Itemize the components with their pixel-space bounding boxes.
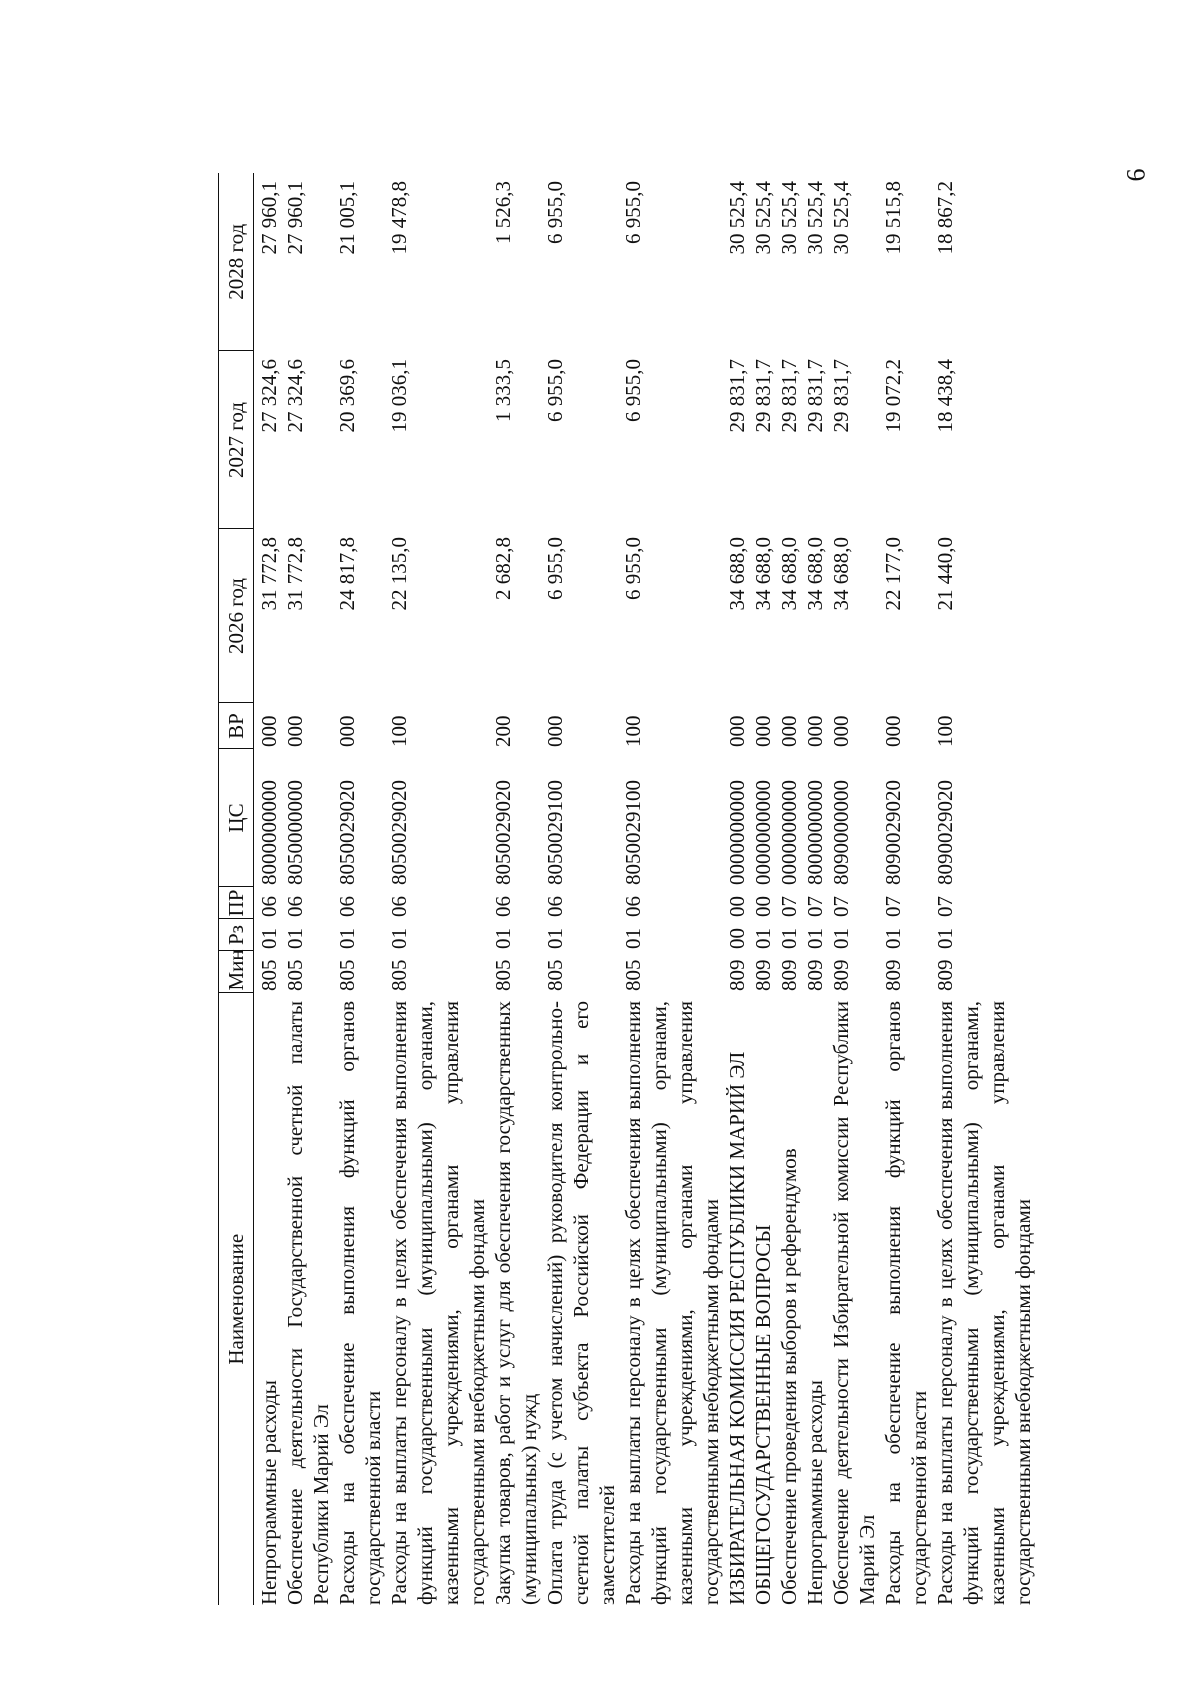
row-name: ИЗБИРАТЕЛЬНАЯ КОМИССИЯ РЕСПУБЛИКИ МАРИЙ ЭЛ — [725, 1051, 749, 1605]
table-row — [254, 173, 283, 1605]
row-2027: 6 955,0 — [543, 359, 567, 422]
row-vr: 000 — [751, 715, 775, 747]
row-name: Непрограммные расходы — [257, 1380, 281, 1605]
table-row — [724, 173, 750, 1605]
row-2028: 19 515,8 — [881, 181, 905, 255]
header-min: Мин — [219, 951, 254, 993]
table-row — [776, 173, 802, 1605]
row-2028: 30 525,4 — [829, 181, 853, 255]
row-2028: 27 960,1 — [283, 181, 307, 255]
row-rz: 01 — [777, 928, 801, 949]
table-row — [880, 173, 932, 1605]
rotated-table-container — [218, 173, 1035, 1605]
row-min: 805 — [491, 959, 515, 991]
row-vr: 000 — [283, 715, 307, 747]
row-pr: 06 — [387, 896, 411, 917]
row-pr: 06 — [491, 896, 515, 917]
row-rz: 00 — [725, 928, 749, 949]
header-rz: Рз — [219, 919, 254, 951]
row-pr: 06 — [257, 896, 281, 917]
row-min: 809 — [933, 959, 957, 991]
row-name: Обеспечение проведения выборов и референдумов — [777, 1148, 801, 1605]
budget-table — [218, 173, 1036, 1605]
table-row — [334, 173, 386, 1605]
row-2026: 24 817,8 — [335, 537, 359, 611]
row-name: Оплата труда (с учетом начислений) руководителя контрольно-счетной палаты субъекта Российской Федерации и его заместителей — [543, 1001, 619, 1605]
row-pr: 07 — [777, 896, 801, 917]
row-min: 805 — [621, 959, 645, 991]
row-2027: 27 324,6 — [283, 359, 307, 433]
row-vr: 000 — [543, 715, 567, 747]
row-pr: 06 — [335, 896, 359, 917]
row-cs: 8050029020 — [491, 780, 515, 885]
row-2028: 27 960,1 — [257, 181, 281, 255]
row-2027: 19 072,2 — [881, 359, 905, 433]
header-vr: ВР — [219, 703, 254, 749]
row-2027: 20 369,6 — [335, 359, 359, 433]
header-pr: ПР — [219, 887, 254, 919]
header-name: Наименование — [219, 993, 254, 1605]
row-vr: 000 — [257, 715, 281, 747]
row-rz: 01 — [283, 928, 307, 949]
table-row — [828, 173, 880, 1605]
row-cs: 8050029100 — [621, 780, 645, 885]
header-2028: 2028 год — [219, 173, 254, 351]
row-pr: 07 — [829, 896, 853, 917]
table-row — [932, 173, 1036, 1605]
row-2028: 30 525,4 — [725, 181, 749, 255]
row-cs: 8000000000 — [803, 780, 827, 885]
row-name: Расходы на выплаты персоналу в целях обеспечения выполнения функций государственными (муниципальными) органами, казенными учреждениями, органами управления государственными внебюджетными фондами — [387, 1001, 489, 1605]
row-rz: 01 — [881, 928, 905, 949]
row-name: ОБЩЕГОСУДАРСТВЕННЫЕ ВОПРОСЫ — [751, 1224, 775, 1605]
row-cs: 8050000000 — [283, 780, 307, 885]
row-vr: 000 — [803, 715, 827, 747]
row-cs: 0000000000 — [751, 780, 775, 885]
row-cs: 0000000000 — [777, 780, 801, 885]
row-pr: 06 — [283, 896, 307, 917]
row-name: Расходы на обеспечение выполнения функций органов государственной власти — [335, 1001, 385, 1605]
table-row — [620, 173, 724, 1605]
row-2026: 6 955,0 — [621, 537, 645, 600]
row-2026: 34 688,0 — [725, 537, 749, 611]
row-2027: 27 324,6 — [257, 359, 281, 433]
row-min: 809 — [777, 959, 801, 991]
row-2027: 6 955,0 — [621, 359, 645, 422]
row-rz: 01 — [335, 928, 359, 949]
row-vr: 000 — [881, 715, 905, 747]
row-cs: 8090029020 — [933, 780, 957, 885]
row-rz: 01 — [803, 928, 827, 949]
row-min: 809 — [803, 959, 827, 991]
row-min: 805 — [283, 959, 307, 991]
row-min: 809 — [751, 959, 775, 991]
row-2026: 6 955,0 — [543, 537, 567, 600]
row-rz: 01 — [829, 928, 853, 949]
row-vr: 100 — [933, 715, 957, 747]
row-2026: 34 688,0 — [777, 537, 801, 611]
row-vr: 200 — [491, 715, 515, 747]
row-name: Расходы на обеспечение выполнения функций органов государственной власти — [881, 1001, 931, 1605]
row-pr: 00 — [751, 896, 775, 917]
row-2026: 34 688,0 — [829, 537, 853, 611]
row-2026: 22 177,0 — [881, 537, 905, 611]
row-pr: 06 — [543, 896, 567, 917]
row-min: 809 — [829, 959, 853, 991]
row-rz: 01 — [543, 928, 567, 949]
row-vr: 100 — [387, 715, 411, 747]
row-2026: 34 688,0 — [803, 537, 827, 611]
row-2027: 29 831,7 — [751, 359, 775, 433]
row-2027: 19 036,1 — [387, 359, 411, 433]
row-2028: 6 955,0 — [543, 181, 567, 244]
row-rz: 01 — [387, 928, 411, 949]
row-2027: 1 333,5 — [491, 359, 515, 422]
row-vr: 000 — [777, 715, 801, 747]
table-header-row — [219, 173, 254, 1605]
row-vr: 000 — [335, 715, 359, 747]
table-row — [386, 173, 490, 1605]
table-row — [750, 173, 776, 1605]
header-2026: 2026 год — [219, 529, 254, 703]
row-pr: 06 — [621, 896, 645, 917]
row-2027: 18 438,4 — [933, 359, 957, 433]
row-min: 809 — [881, 959, 905, 991]
row-vr: 000 — [725, 715, 749, 747]
row-pr: 07 — [933, 896, 957, 917]
row-2028: 1 526,3 — [491, 181, 515, 244]
row-min: 805 — [387, 959, 411, 991]
header-cs: ЦС — [219, 749, 254, 887]
row-pr: 07 — [881, 896, 905, 917]
row-cs: 8090000000 — [829, 780, 853, 885]
row-2026: 22 135,0 — [387, 537, 411, 611]
row-min: 805 — [257, 959, 281, 991]
row-min: 805 — [335, 959, 359, 991]
row-pr: 07 — [803, 896, 827, 917]
row-2028: 6 955,0 — [621, 181, 645, 244]
row-cs: 8050029020 — [335, 780, 359, 885]
row-2027: 29 831,7 — [803, 359, 827, 433]
row-vr: 100 — [621, 715, 645, 747]
table-row — [490, 173, 542, 1605]
row-rz: 01 — [621, 928, 645, 949]
row-2026: 31 772,8 — [257, 537, 281, 611]
row-cs: 0000000000 — [725, 780, 749, 885]
row-2027: 29 831,7 — [829, 359, 853, 433]
row-name: Обеспечение деятельности Государственной счетной палаты Республики Марий Эл — [283, 1001, 333, 1605]
row-2028: 19 478,8 — [387, 181, 411, 255]
row-min: 805 — [543, 959, 567, 991]
row-rz: 01 — [257, 928, 281, 949]
row-rz: 01 — [491, 928, 515, 949]
row-rz: 01 — [933, 928, 957, 949]
row-name: Расходы на выплаты персоналу в целях обеспечения выполнения функций государственными (муниципальными) органами, казенными учреждениями, органами управления государственными внебюджетными фондами — [621, 1001, 723, 1605]
row-name: Закупка товаров, работ и услуг для обеспечения государственных (муниципальных) нужд — [491, 1001, 541, 1605]
row-min: 809 — [725, 959, 749, 991]
row-2027: 29 831,7 — [777, 359, 801, 433]
row-2028: 21 005,1 — [335, 181, 359, 255]
row-2028: 30 525,4 — [777, 181, 801, 255]
row-2028: 18 867,2 — [933, 181, 957, 255]
row-name: Обеспечение деятельности Избирательной комиссии Республики Марий Эл — [829, 1001, 879, 1605]
row-cs: 8000000000 — [257, 780, 281, 885]
row-cs: 8090029020 — [881, 780, 905, 885]
row-2026: 31 772,8 — [283, 537, 307, 611]
table-row — [542, 173, 620, 1605]
row-2028: 30 525,4 — [803, 181, 827, 255]
row-2026: 21 440,0 — [933, 537, 957, 611]
row-2028: 30 525,4 — [751, 181, 775, 255]
row-2026: 34 688,0 — [751, 537, 775, 611]
page-number: 6 — [1121, 168, 1151, 182]
row-rz: 01 — [751, 928, 775, 949]
table-body — [254, 173, 1037, 1605]
row-name: Расходы на выплаты персоналу в целях обеспечения выполнения функций государственными (муниципальными) органами, казенными учреждениями, органами управления государственными внебюджетными фондами — [933, 1001, 1035, 1605]
row-2027: 29 831,7 — [725, 359, 749, 433]
row-2026: 2 682,8 — [491, 537, 515, 600]
table-row — [282, 173, 334, 1605]
row-vr: 000 — [829, 715, 853, 747]
row-name: Непрограммные расходы — [803, 1380, 827, 1605]
table-row — [802, 173, 828, 1605]
row-cs: 8050029100 — [543, 780, 567, 885]
row-cs: 8050029020 — [387, 780, 411, 885]
header-2027: 2027 год — [219, 351, 254, 529]
row-pr: 00 — [725, 896, 749, 917]
